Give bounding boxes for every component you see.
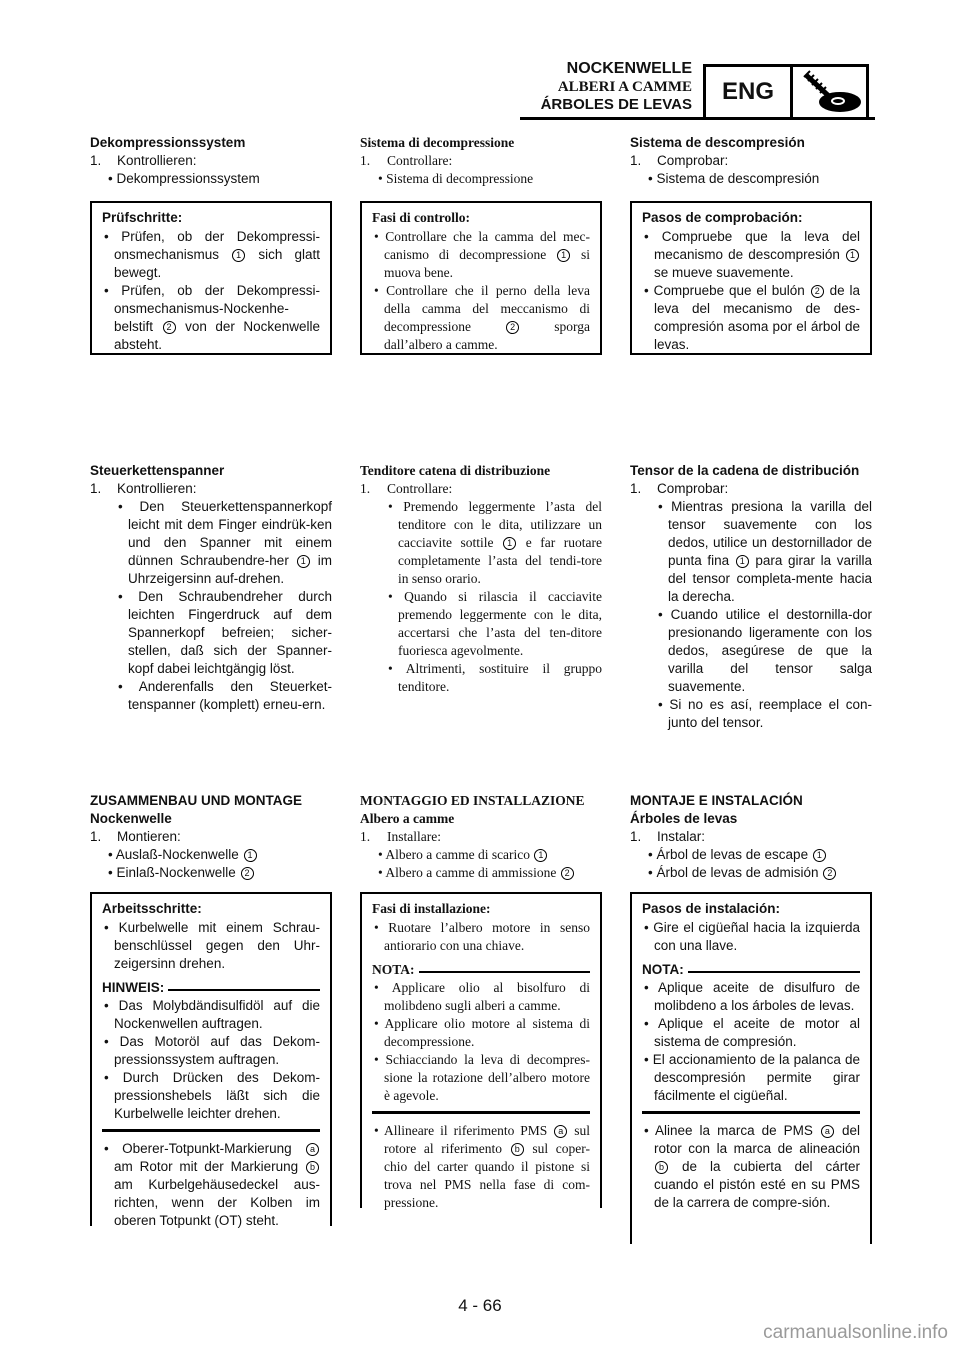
install-steps-box — [90, 892, 332, 1226]
section-subheading: Albero a camme — [360, 811, 455, 826]
page-header — [0, 0, 960, 130]
box-title: Fasi di installazione: — [372, 901, 491, 916]
section-heading: MONTAGGIO ED INSTALLAZIONE — [360, 793, 585, 808]
step-item: • Sistema de descompresión — [648, 171, 820, 186]
section-heading: MONTAJE E INSTALACIÓN — [630, 793, 803, 808]
box-item: • Ruotare l’albero motore in senso antiorario con una chiave. — [374, 920, 590, 953]
step — [360, 480, 602, 498]
box-text: • Compruebe que el bulón — [644, 283, 805, 298]
section-heading: Tensor de la cadena de distribución — [630, 463, 860, 478]
install-steps-box — [630, 892, 872, 1244]
box-item — [102, 282, 320, 354]
item-text: e far ruotare completamente l’asta del tendi-tore in senso orario. — [398, 535, 603, 586]
header-title-it: ALBERI A CAMME — [557, 79, 692, 95]
box-text: • Compruebe que la leva del mecanismo de descompresión — [644, 229, 860, 262]
step — [630, 152, 872, 170]
step-number: 1. — [90, 481, 102, 496]
step — [360, 152, 602, 170]
box-text: sul coper-chio del carter quando il pistone si trova nel PMS nella fase di com-pressione. — [384, 1141, 591, 1210]
de-chain-tensioner-section — [90, 462, 332, 714]
box-item — [102, 228, 320, 282]
box-text: si muova bene. — [384, 247, 591, 280]
box-text: sul rotore al riferimento — [384, 1123, 591, 1156]
header-title-es: ÁRBOLES DE LEVAS — [540, 96, 692, 113]
box-item — [642, 1122, 860, 1212]
it-assembly-section — [360, 792, 602, 1208]
step-item — [90, 864, 332, 882]
box-text: am Kurbelgehäusedeckel aus-richten, wenn der Kolben im oberen Totpunkt (OT) steht. — [114, 1177, 320, 1228]
callout-1-icon: 1 — [534, 849, 547, 862]
engine-camshaft-icon — [798, 69, 864, 115]
section-subheading: Árboles de levas — [630, 811, 738, 826]
item-text: • Árbol de levas de admisión — [648, 865, 819, 880]
step-item: • Altrimenti, sostituire il gruppo tenditore. — [388, 661, 602, 694]
note-item: • Schiacciando la leva di decompres-sione la rotazione dell’albero motore è agevole. — [374, 1052, 590, 1103]
step-item — [630, 864, 872, 882]
box-text: sich glatt bewegt. — [114, 247, 320, 280]
callout-b-icon: b — [655, 1161, 668, 1174]
watermark: carmanualsonline.info — [763, 1322, 948, 1343]
item-text: • Premendo leggermente l’asta del tenditore con le dita, utilizzare un cacciavite sottile — [388, 499, 602, 550]
note-label: NOTA: — [642, 962, 684, 977]
step-item: • Den Schraubendreher durch leichten Fingerdruck auf dem Spannerkopf befreien; sicher-stellen, daß sich der Spanner-kopf dabei leichtgängig löst. — [118, 589, 332, 676]
callout-b-icon: b — [511, 1143, 524, 1156]
item-text: • Mientras presiona la varilla del tensor suavemente con los dedos, utilice un destornillador de punta fina — [658, 499, 872, 568]
step-item: • Dekompressionssystem — [108, 171, 260, 186]
step-label: Instalar: — [657, 829, 706, 844]
callout-2-icon: 2 — [163, 321, 176, 334]
box-title: Arbeitsschritte: — [102, 901, 202, 916]
callout-1-icon: 1 — [846, 249, 859, 262]
note-item: • Das Molybdändisulfidöl auf die Nockenwellen auftragen. — [104, 998, 320, 1031]
item-text: • Albero a camme di ammissione — [378, 865, 557, 880]
note-heading — [372, 961, 590, 979]
note-item: • El accionamiento de la palanca de descompresión permite girar fácilmente el cigüeñal. — [644, 1052, 860, 1103]
section-heading: Dekompressionssystem — [90, 135, 246, 150]
box-text: • Prüfen, ob der Dekompressi-onsmechanismus — [104, 229, 320, 262]
box-text: • Allineare il riferimento PMS — [374, 1123, 548, 1138]
check-steps-box — [360, 201, 602, 355]
step-item — [360, 498, 602, 588]
step — [90, 828, 332, 846]
step-item — [360, 846, 602, 864]
step-number: 1. — [90, 829, 102, 844]
step-label: Montieren: — [117, 829, 181, 844]
install-steps-box — [360, 892, 602, 1208]
eng-badge-divider — [790, 67, 793, 117]
step-item: • Cuando utilice el destornilla-dor presionando ligeramente con los dedos, asegúrese de que la varilla del tensor salga suavemente. — [658, 607, 872, 694]
note-item: • Durch Drücken des Dekom-pressionshebels läßt sich die Kurbelwelle leichter drehen. — [104, 1070, 320, 1121]
check-steps-box — [90, 201, 332, 355]
item-text: • Árbol de levas de escape — [648, 847, 809, 862]
step-item — [360, 864, 602, 882]
box-item: • Kurbelwelle mit einem Schrau-benschlüssel gegen den Uhr-zeigersinn drehen. — [104, 920, 320, 971]
step-item — [90, 498, 332, 588]
box-item — [642, 228, 860, 282]
step — [630, 480, 872, 498]
box-text: • Controllare che la camma del mec-canismo di decompressione — [374, 229, 590, 262]
page-number: 4 - 66 — [458, 1296, 502, 1315]
step — [630, 828, 872, 846]
callout-1-icon: 1 — [232, 249, 245, 262]
step-item: • Quando si rilascia il cacciavite premendo leggermente con le dita, accertarsi che l’asta del ten-ditore fuoriesca agevolmente. — [388, 589, 602, 658]
callout-1-icon: 1 — [297, 555, 310, 568]
callout-b-icon: b — [306, 1161, 319, 1174]
callout-1-icon: 1 — [736, 555, 749, 568]
item-text: para girar la varilla del tensor completa-mente hacia la derecha. — [668, 553, 872, 604]
callout-2-icon: 2 — [506, 321, 519, 334]
note-rule — [419, 971, 591, 973]
section-subheading: Nockenwelle — [90, 811, 172, 826]
item-text: • Den Steuerkettenspannerkopf leicht mit dem Finger eindrük-ken und den Spanner mit einem dünnen Schraubendre-her — [118, 499, 332, 568]
callout-1-icon: 1 — [244, 849, 257, 862]
section-heading: Tenditore catena di distribuzione — [360, 463, 551, 478]
step — [90, 152, 332, 170]
box-item — [642, 282, 860, 354]
eng-badge-label: ENG — [721, 78, 774, 105]
box-item — [372, 1122, 590, 1212]
step-item: • Sistema di decompressione — [378, 171, 534, 186]
note-label: NOTA: — [372, 962, 415, 977]
note-rule — [688, 971, 860, 973]
item-text: • Auslaß-Nockenwelle — [108, 847, 239, 862]
callout-2-icon: 2 — [561, 867, 574, 880]
step-number: 1. — [360, 829, 371, 844]
it-chain-tensioner-section — [360, 462, 602, 696]
step-label: Kontrollieren: — [117, 153, 197, 168]
callout-1-icon: 1 — [813, 849, 826, 862]
step-number: 1. — [630, 481, 642, 496]
box-title: Pasos de comprobación: — [642, 210, 803, 225]
section-heading: Sistema di decompressione — [360, 135, 515, 150]
note-end-rule — [372, 1111, 590, 1114]
note-heading — [642, 961, 860, 979]
box-title: Fasi di controllo: — [372, 210, 471, 225]
callout-1-icon: 1 — [557, 249, 570, 262]
step-number: 1. — [90, 153, 102, 168]
de-assembly-section — [90, 792, 332, 1226]
note-item: • Aplique aceite de disulfuro de molibdeno a los árboles de levas. — [644, 980, 860, 1013]
callout-a-icon: a — [554, 1125, 567, 1138]
note-item: • Das Motoröl auf das Dekom-pressionssystem auftragen. — [104, 1034, 320, 1067]
box-text: sporga dall’albero a camme. — [384, 319, 591, 352]
es-chain-tensioner-section — [630, 462, 872, 732]
box-item — [102, 1140, 320, 1230]
step-item: • Si no es así, reemplace el con-junto del tensor. — [658, 697, 872, 730]
step-number: 1. — [630, 829, 642, 844]
note-end-rule — [102, 1129, 320, 1132]
box-text: • Prüfen, ob der Dekompressi-onsmechanismus-Nockenhe-belstift — [104, 283, 320, 334]
step-label: Kontrollieren: — [117, 481, 197, 496]
section-heading: Sistema de descompresión — [630, 135, 805, 150]
box-item: • Gire el cigüeñal hacia la izquierda con una llave. — [644, 920, 860, 953]
item-text: • Einlaß-Nockenwelle — [108, 865, 236, 880]
box-item — [372, 282, 590, 354]
step-item — [90, 846, 332, 864]
box-text: del rotor con la marca de alineación — [654, 1123, 860, 1156]
step-label: Controllare: — [387, 153, 453, 168]
note-item: • Applicare olio al bisolfuro di molibdeno sugli alberi a camme. — [374, 980, 590, 1013]
box-text: von der Nockenwelle absteht. — [114, 319, 320, 352]
callout-a-icon: a — [821, 1125, 834, 1138]
step-item: • Anderenfalls den Steuerket-tenspanner (komplett) erneu-ern. — [118, 679, 332, 712]
box-title: Pasos de instalación: — [642, 901, 781, 916]
box-text: am Rotor mit der Markierung — [114, 1159, 299, 1174]
step-item — [630, 846, 872, 864]
note-label: HINWEIS: — [102, 980, 165, 995]
step-number: 1. — [630, 153, 642, 168]
item-text: • Albero a camme di scarico — [378, 847, 531, 862]
callout-2-icon: 2 — [241, 867, 254, 880]
note-item: • Aplique el aceite de motor al sistema de compresión. — [644, 1016, 860, 1049]
step-number: 1. — [360, 153, 371, 168]
note-end-rule — [642, 1111, 860, 1114]
step-number: 1. — [360, 481, 371, 496]
es-decompression-section — [630, 134, 872, 355]
box-text: • Oberer-Totpunkt-Markierung — [104, 1141, 292, 1156]
step — [90, 480, 332, 498]
step-label: Comprobar: — [657, 153, 729, 168]
note-heading — [102, 979, 320, 997]
check-steps-box — [630, 201, 872, 355]
step-item — [630, 498, 872, 606]
step-label: Controllare: — [387, 481, 453, 496]
note-item: • Applicare olio motore al sistema di decompressione. — [374, 1016, 590, 1049]
es-assembly-section — [630, 792, 872, 1244]
step — [360, 828, 602, 846]
callout-2-icon: 2 — [811, 285, 824, 298]
step-label: Installare: — [387, 829, 441, 844]
box-text: • Controllare che il perno della leva della camma del meccanismo di decompressione — [374, 283, 590, 334]
callout-1-icon: 1 — [503, 537, 516, 550]
eng-badge — [703, 64, 869, 120]
box-title: Prüfschritte: — [102, 210, 183, 225]
box-text: de la leva del mecanismo de des-compresión asoma por el árbol de levas. — [654, 283, 860, 352]
header-title-de: NOCKENWELLE — [566, 60, 692, 77]
it-decompression-section — [360, 134, 602, 355]
callout-2-icon: 2 — [823, 867, 836, 880]
item-text: im Uhrzeigersinn auf-drehen. — [128, 553, 332, 586]
section-heading: Steuerkettenspanner — [90, 463, 225, 478]
step-label: Comprobar: — [657, 481, 729, 496]
box-text: de la cubierta del cárter cuando el pistón esté en su PMS de la carrera de compre-sión. — [654, 1159, 860, 1210]
box-text: se mueve suavemente. — [654, 265, 794, 280]
note-rule — [168, 989, 320, 991]
section-heading: ZUSAMMENBAU UND MONTAGE — [90, 793, 302, 808]
box-text: • Alinee la marca de PMS — [644, 1123, 813, 1138]
box-item — [372, 228, 590, 282]
de-decompression-section — [90, 134, 332, 355]
callout-a-icon: a — [306, 1143, 319, 1156]
